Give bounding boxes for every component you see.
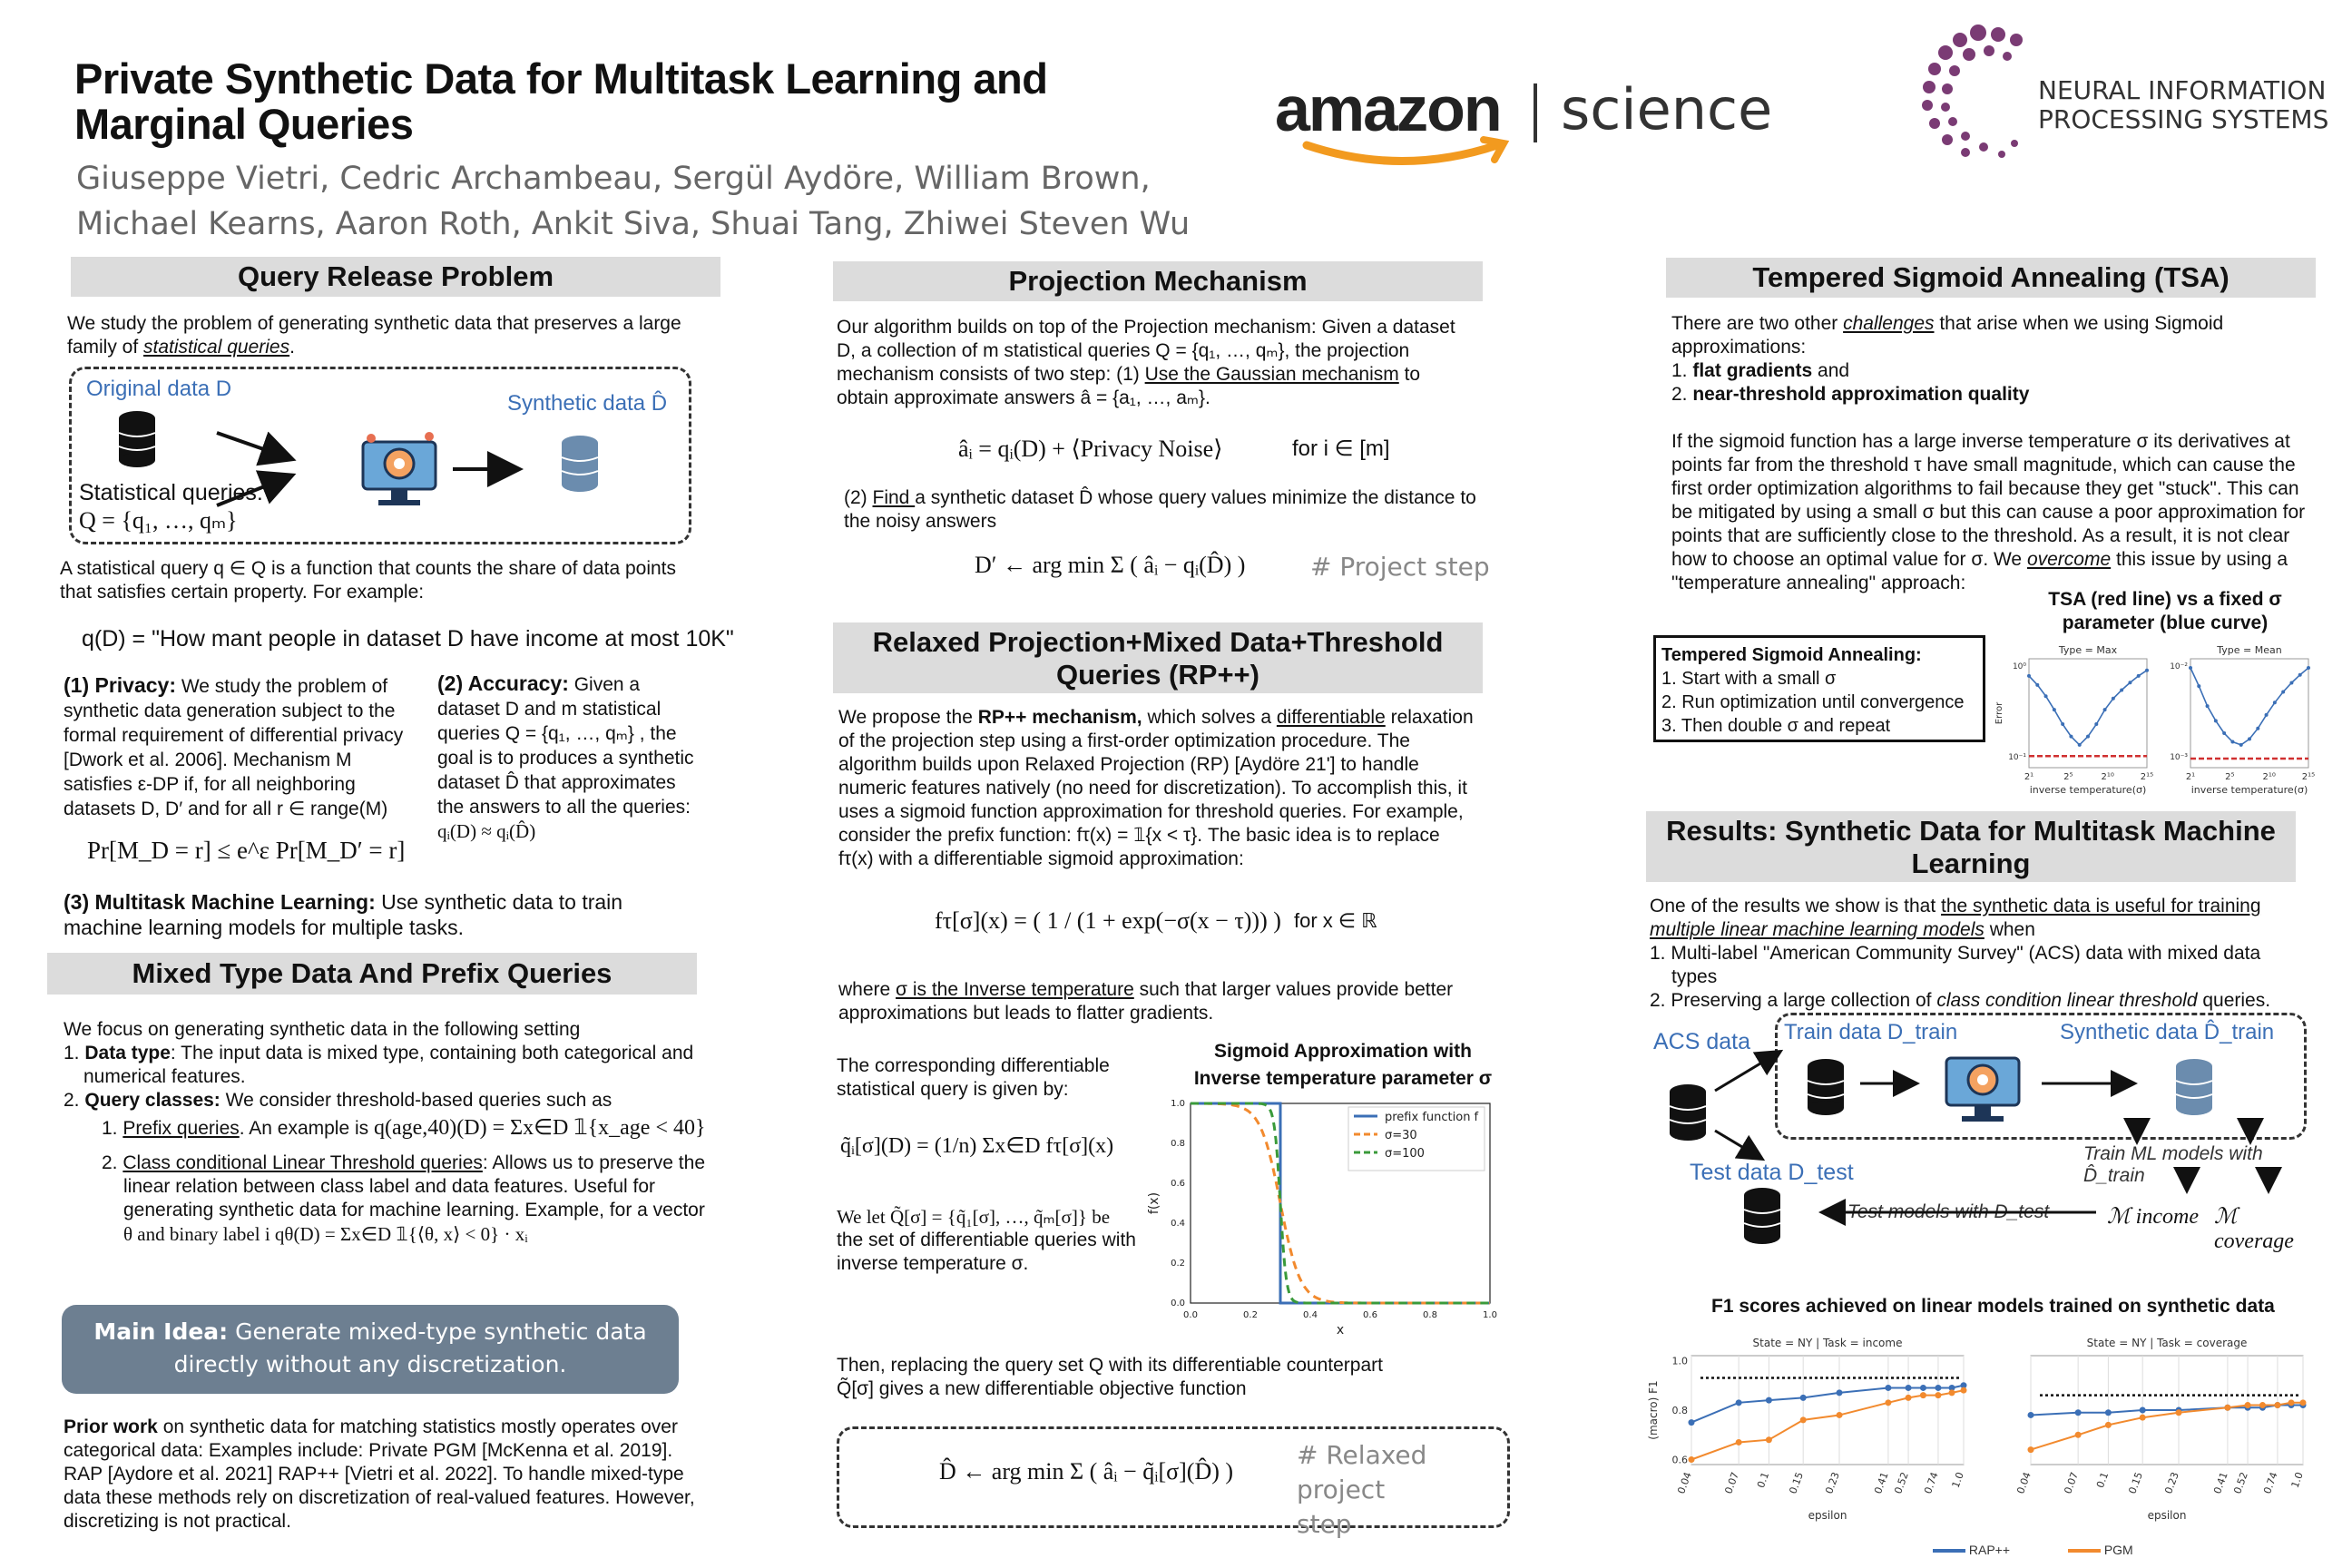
f1-title: F1 scores achieved on linear models trained on synthetic data bbox=[1711, 1296, 2275, 1317]
x-tick-label: 2¹ bbox=[2185, 772, 2196, 782]
accuracy-block: (2) Accuracy: Given a dataset D and m statistical queries Q = {q₁, …, qₘ} , the goal is to produces a synthetic dataset D̂ that approximates the answers to all the queries: qᵢ(D) ≈ qᵢ(D̂) bbox=[437, 671, 694, 842]
data-point-RAP++ bbox=[2028, 1412, 2034, 1418]
data-point-RAP++ bbox=[2140, 1407, 2146, 1414]
data-point-PGM bbox=[2259, 1402, 2266, 1408]
data-point bbox=[2248, 737, 2251, 740]
x-tick-label: 2¹⁵ bbox=[2301, 772, 2316, 782]
x-tick-label: 0.8 bbox=[1423, 1310, 1437, 1320]
data-point-PGM bbox=[1935, 1392, 1941, 1398]
x-tick-label: 2¹⁰ bbox=[2101, 772, 2114, 782]
data-point-PGM bbox=[1766, 1436, 1772, 1443]
x-tick-label: 0.23 bbox=[1823, 1470, 1842, 1496]
amazon-smile-icon bbox=[1302, 136, 1529, 172]
section-heading-rp: Relaxed Projection+Mixed Data+Threshold Queries (RP++) bbox=[833, 622, 1483, 693]
data-point-PGM bbox=[2288, 1399, 2295, 1406]
synthetic-data-label: Synthetic data D̂ bbox=[507, 391, 668, 416]
data-point-PGM bbox=[2274, 1402, 2280, 1408]
query-release-diagram bbox=[69, 367, 691, 544]
synthetic-database-icon bbox=[560, 435, 600, 493]
authors bbox=[76, 156, 1190, 247]
dp-inequality: Pr[M_D = r] ≤ e^ε Pr[M_D′ = r] bbox=[87, 837, 406, 864]
data-point bbox=[2128, 681, 2132, 684]
sigmoid-chart bbox=[1145, 1093, 1508, 1338]
x-tick-label: 0.52 bbox=[1892, 1470, 1911, 1496]
data-point-RAP++ bbox=[2075, 1409, 2082, 1416]
inverse-temp-note: where σ is the Inverse temperature such that larger values provide better approximations but leads to flatter gradients. bbox=[838, 979, 1454, 1024]
chart-title: State = NY | Task = coverage bbox=[2086, 1337, 2248, 1349]
y-tick-label: 0.2 bbox=[1171, 1259, 1185, 1269]
y-tick-label: 10⁻² bbox=[2170, 662, 2188, 671]
x-tick-label: 2¹ bbox=[2024, 772, 2034, 782]
synthetic-train-label: Synthetic data D̂_train bbox=[2060, 1020, 2275, 1044]
data-point bbox=[2197, 684, 2200, 688]
series-PGM bbox=[1691, 1390, 1964, 1459]
y-tick-label: 0.4 bbox=[1171, 1219, 1185, 1229]
x-tick-label: 1.0 bbox=[2288, 1470, 2306, 1490]
train-data-label: Train data D_train bbox=[1784, 1020, 1958, 1044]
data-point-RAP++ bbox=[2105, 1409, 2112, 1416]
y-tick-label: 0.8 bbox=[1671, 1405, 1688, 1416]
chart-title: State = NY | Task = income bbox=[1752, 1337, 1903, 1349]
y-tick-label: 0.6 bbox=[1171, 1179, 1185, 1189]
x-axis-label: inverse temperature(σ) bbox=[2029, 784, 2147, 796]
corresponding-query: The corresponding differentiable statistical query is given by: bbox=[837, 1055, 1110, 1100]
data-point bbox=[2265, 713, 2269, 717]
x-tick-label: 0.4 bbox=[1303, 1310, 1318, 1320]
replacing-text: Then, replacing the query set Q with its differentiable counterpart Q̃[σ] gives a new differentiable objective function bbox=[837, 1355, 1383, 1399]
tsa-max-chart bbox=[1993, 642, 2165, 806]
relaxed-projection-eq: D̂ ← arg min Σ ( âᵢ − q̃ᵢ[σ](D̂) ) bbox=[939, 1458, 1234, 1485]
x-tick-label: 0.1 bbox=[1755, 1470, 1772, 1490]
intro-line-1: We study the problem of generating synthetic data that preserves a large bbox=[67, 313, 681, 334]
tsa-body: There are two other challenges that arise when we using Sigmoid approximations: 1. flat gradients and 2. near-threshold approximation quality If the sigmoid function has a large inverse temperature σ its derivatives at points far from the threshold τ have small magnitude, which can cause the first order optimization algorithms to fail because they get "stuck". This can be mitigated by using a small σ but this can cause a poor approximation for points that are sufficiently close to the threshold. As a result, it is not clear how to choose an optimal value for σ. We overcome this issue by using a "temperature annealing" approach: bbox=[1671, 313, 2306, 593]
tsa-algorithm-box: Tempered Sigmoid Annealing: 1. Start with a small σ 2. Run optimization until convergence 3. Then double σ and repeat bbox=[1653, 635, 1985, 742]
data-point bbox=[2086, 735, 2090, 739]
data-point bbox=[2069, 735, 2073, 739]
neurips-line-1: NEURAL INFORMATION bbox=[2038, 75, 2327, 105]
data-point bbox=[2189, 666, 2192, 670]
query-release-intro bbox=[67, 312, 739, 359]
plot-frame bbox=[2190, 659, 2308, 768]
data-point-PGM bbox=[1736, 1439, 1742, 1446]
data-point bbox=[2061, 722, 2064, 726]
acs-data-label: ACS data bbox=[1653, 1029, 1751, 1054]
original-data-label: Original data D bbox=[86, 377, 232, 401]
legend-label: σ=30 bbox=[1385, 1129, 1417, 1142]
rp-body: We propose the RP++ mechanism, which solves a differentiable relaxation of the projection step using a first-order optimization procedure. The algorithm builds upon Relaxed Projection (RP) [Aydöre 21'] to handle numeric features natively (no need for discretization). To accomplish this, it uses a sigmoid function approximation for threshold queries. For example, consider the prefix function: fτ(x) = 𝟙{x < τ}. The basic idea is to replace fτ(x) with a differentiable sigmoid approximation: bbox=[838, 707, 1474, 869]
query-example: q(D) = "How mant people in dataset D have income at most 10K" bbox=[82, 626, 734, 652]
data-point bbox=[2281, 691, 2285, 694]
tsa-mean-chart bbox=[2160, 642, 2341, 806]
y-tick-label: 1.0 bbox=[1171, 1099, 1185, 1109]
data-point bbox=[2035, 683, 2039, 687]
sigmoid-eq-for: for x ∈ ℝ bbox=[1294, 909, 1377, 932]
section-heading-results: Results: Synthetic Data for Multitask Machine Learning bbox=[1646, 811, 2296, 882]
projection-eq2: D′ ← arg min Σ ( âᵢ − qᵢ(D̂) ) bbox=[975, 552, 1246, 578]
data-point bbox=[2044, 694, 2048, 698]
science-word: science bbox=[1561, 76, 1773, 142]
statistical-query-definition: A statistical query q ∈ Q is a function that counts the share of data points that satisfies certain property. For example: bbox=[60, 558, 677, 603]
data-point-PGM bbox=[1906, 1395, 1912, 1401]
legend-label: prefix function f bbox=[1385, 1111, 1479, 1124]
sigmoid-chart-title: Sigmoid Approximation with Inverse temperature parameter σ bbox=[1193, 1041, 1493, 1089]
data-point bbox=[2137, 674, 2141, 678]
x-axis-label: inverse temperature(σ) bbox=[2190, 784, 2308, 796]
projection-eq1-for: for i ∈ [m] bbox=[1292, 436, 1390, 461]
x-tick-label: 0.07 bbox=[1722, 1470, 1741, 1496]
data-point-PGM bbox=[2105, 1422, 2112, 1428]
sigmoid-eq: fτ[σ](x) = ( 1 / (1 + exp(−σ(x − τ))) ) bbox=[935, 907, 1281, 934]
data-point bbox=[2307, 666, 2310, 670]
data-point bbox=[2214, 719, 2218, 722]
y-axis-label: Error bbox=[1994, 701, 2004, 725]
data-point-RAP++ bbox=[1935, 1385, 1941, 1391]
y-tick-label: 10⁻¹ bbox=[2008, 753, 2026, 762]
x-tick-label: 0.6 bbox=[1363, 1310, 1377, 1320]
x-tick-label: 0.04 bbox=[1675, 1470, 1694, 1496]
y-tick-label: 1.0 bbox=[1671, 1355, 1688, 1367]
synthetic-train-database-icon bbox=[2174, 1058, 2214, 1116]
amazon-word: amazon bbox=[1275, 74, 1501, 144]
title-line-1: Private Synthetic Data for Multitask Learning and bbox=[74, 54, 1048, 103]
data-point-PGM bbox=[1800, 1416, 1807, 1423]
amazon-science-logo bbox=[1275, 73, 1783, 172]
results-body: One of the results we show is that the synthetic data is useful for training multiple linear machine learning models when 1. Multi-label "American Community Survey" (ACS) data with mixed data types 2. Preserving a large collection of class condition linear threshold queries. bbox=[1650, 896, 2271, 1011]
data-point bbox=[2094, 722, 2098, 726]
query-set-formula: Q = {q₁, …, qₘ} bbox=[79, 507, 238, 534]
neurips-logo bbox=[1915, 20, 2332, 165]
y-tick-label: 0.0 bbox=[1171, 1298, 1185, 1308]
data-point-PGM bbox=[1920, 1392, 1926, 1398]
data-point bbox=[2112, 697, 2115, 701]
intro-line-2: family of statistical queries. bbox=[67, 337, 295, 358]
x-tick-label: 0.15 bbox=[1787, 1470, 1807, 1496]
data-point bbox=[2222, 731, 2226, 735]
data-point-PGM bbox=[2300, 1399, 2307, 1406]
acs-database-icon bbox=[1668, 1083, 1708, 1142]
f1-income-chart bbox=[1644, 1334, 1984, 1539]
privacy-block: (1) Privacy: We study the problem of synthetic data generation subject to the formal requirement of differential privacy [Dwork et al. 2006]. Mechanism M satisfies ε-DP if, for all neighboring datasets D, D′ and for all r ∈ range(M) bbox=[64, 673, 404, 819]
relaxed-projection-comment: # Relaxed project step bbox=[1297, 1440, 1427, 1539]
f1-coverage-chart bbox=[1984, 1334, 2323, 1539]
neurips-dots-icon bbox=[1915, 20, 2042, 165]
x-axis-label: epsilon bbox=[1808, 1509, 1847, 1522]
legend-rap-swatch bbox=[1933, 1549, 1965, 1553]
data-point bbox=[2230, 740, 2234, 743]
data-point bbox=[2206, 704, 2210, 708]
chart-title: Type = Mean bbox=[2217, 644, 2282, 656]
section-heading-projection: Projection Mechanism bbox=[833, 261, 1483, 301]
data-point bbox=[2273, 701, 2277, 704]
x-tick-label: 0.07 bbox=[2062, 1470, 2081, 1496]
data-point-PGM bbox=[2176, 1409, 2182, 1416]
x-tick-label: 2¹⁵ bbox=[2140, 772, 2154, 782]
results-diagram bbox=[1642, 1007, 2314, 1270]
test-database-icon bbox=[1742, 1187, 1782, 1245]
legend-rap-label: RAP++ bbox=[1968, 1543, 2011, 1557]
poster-title bbox=[74, 56, 1047, 147]
x-tick-label: 0.41 bbox=[2211, 1470, 2230, 1496]
section-heading-tsa: Tempered Sigmoid Annealing (TSA) bbox=[1666, 258, 2316, 298]
x-tick-label: 1.0 bbox=[1483, 1310, 1497, 1320]
data-point bbox=[2120, 689, 2123, 692]
projection-eq2-comment: # Project step bbox=[1310, 552, 1490, 582]
coverage-model-label: ℳ coverage bbox=[2214, 1205, 2294, 1253]
y-axis-label: (macro) F1 bbox=[1647, 1380, 1660, 1440]
data-point bbox=[2053, 708, 2056, 711]
data-point-RAP++ bbox=[1766, 1397, 1772, 1404]
legend-pgm-label: PGM bbox=[2103, 1543, 2133, 1557]
data-point-PGM bbox=[1949, 1389, 1955, 1396]
data-point bbox=[2103, 708, 2107, 711]
plot-frame bbox=[2029, 659, 2147, 768]
x-tick-label: 0.2 bbox=[1243, 1310, 1258, 1320]
x-tick-label: 0.41 bbox=[1872, 1470, 1891, 1496]
data-point-PGM bbox=[1837, 1412, 1843, 1418]
data-point-RAP++ bbox=[1689, 1419, 1695, 1426]
x-tick-label: 2⁵ bbox=[2225, 772, 2235, 782]
x-tick-label: 0.15 bbox=[2126, 1470, 2146, 1496]
x-tick-label: 0.74 bbox=[1922, 1470, 1941, 1496]
results-computer-icon bbox=[1942, 1047, 2024, 1129]
x-tick-label: 2⁵ bbox=[2063, 772, 2073, 782]
income-model-label: ℳ income bbox=[2107, 1205, 2199, 1229]
data-point bbox=[2289, 681, 2293, 684]
projection-eq1: âᵢ = qᵢ(D) + ⟨Privacy Noise⟩ bbox=[958, 436, 1223, 462]
logo-divider bbox=[1534, 83, 1537, 142]
data-point-RAP++ bbox=[1920, 1385, 1926, 1391]
data-point-RAP++ bbox=[1837, 1389, 1843, 1396]
prior-work: Prior work on synthetic data for matching statistics mostly operates over categorical data: Examples include: Private PGM [McKenna et al. 2019]. RAP [Aydore et al. 2021] RAP++ [Vietri et al. 2022]. To handle mixed-type data these methods rely on discretization of real-valued features. However, discretizing is not practical. bbox=[64, 1416, 695, 1532]
legend-label: σ=100 bbox=[1385, 1147, 1425, 1161]
x-axis-label: x bbox=[1336, 1323, 1345, 1338]
train-ml-label: Train ML models with D̂_train bbox=[2083, 1143, 2263, 1186]
data-point-PGM bbox=[1689, 1456, 1695, 1463]
x-axis-label: epsilon bbox=[2147, 1509, 2187, 1522]
x-tick-label: 0.04 bbox=[2014, 1470, 2034, 1496]
title-line-2: Marginal Queries bbox=[74, 100, 414, 148]
y-tick-label: 0.6 bbox=[1671, 1454, 1688, 1466]
data-point-RAP++ bbox=[1800, 1395, 1807, 1401]
projection-step2: (2) Find a synthetic dataset D̂ whose query values minimize the distance to the noisy answers bbox=[844, 487, 1476, 532]
statistical-queries-label: Statistical queries: bbox=[79, 480, 263, 505]
relaxed-projection-eq-box bbox=[837, 1426, 1510, 1539]
algorithm-computer-icon bbox=[358, 431, 440, 513]
f1-legend bbox=[1933, 1543, 2205, 1561]
x-tick-label: 0.23 bbox=[2162, 1470, 2181, 1496]
data-point-PGM bbox=[2075, 1432, 2082, 1438]
data-point-PGM bbox=[1885, 1399, 1891, 1406]
authors-line-2: Michael Kearns, Aaron Roth, Ankit Siva, Shuai Tang, Zhiwei Steven Wu bbox=[76, 206, 1191, 242]
data-point-PGM bbox=[2140, 1415, 2146, 1421]
test-data-label: Test data D_test bbox=[1690, 1160, 1854, 1185]
x-tick-label: 0.74 bbox=[2261, 1470, 2280, 1496]
data-point bbox=[2239, 743, 2243, 747]
y-tick-label: 0.8 bbox=[1171, 1139, 1185, 1149]
x-tick-label: 0.52 bbox=[2231, 1470, 2250, 1496]
chart-title: Type = Max bbox=[2058, 644, 2118, 656]
y-tick-label: 10⁰ bbox=[2012, 662, 2026, 671]
projection-body: Our algorithm builds on top of the Projection mechanism: Given a dataset D, a collection of m statistical queries Q = {q₁, …, qₘ}, the projection mechanism consists of two step: (1) Use the Gaussian mechanism to obtain approximate answers â = {a₁, …, aₘ}. bbox=[837, 317, 1455, 408]
q-tilde-eq: q̃ᵢ[σ](D) = (1/n) Σx∈D fτ[σ](x) bbox=[840, 1134, 1114, 1158]
data-point-RAP++ bbox=[1736, 1399, 1742, 1406]
train-database-icon bbox=[1806, 1058, 1846, 1116]
data-point-RAP++ bbox=[1885, 1385, 1891, 1391]
authors-line-1: Giuseppe Vietri, Cedric Archambeau, Sergül Aydöre, William Brown, bbox=[76, 161, 1151, 197]
main-idea-box: Main Idea: Generate mixed-type synthetic data directly without any discretization. bbox=[62, 1305, 679, 1394]
data-point-PGM bbox=[2245, 1402, 2251, 1408]
test-models-label: Test models with D_test bbox=[1847, 1201, 2050, 1222]
data-point bbox=[2027, 674, 2031, 678]
tsa-fig-title: TSA (red line) vs a fixed σ parameter (blue curve) bbox=[2048, 589, 2282, 633]
data-point-RAP++ bbox=[1906, 1385, 1912, 1391]
legend-pgm-swatch bbox=[2068, 1549, 2101, 1553]
data-point bbox=[2298, 673, 2302, 677]
x-tick-label: 2¹⁰ bbox=[2262, 772, 2276, 782]
y-tick-label: 10⁻³ bbox=[2170, 753, 2188, 762]
x-tick-label: 1.0 bbox=[1949, 1470, 1966, 1490]
data-point-PGM bbox=[2028, 1446, 2034, 1453]
data-point bbox=[2145, 669, 2149, 672]
data-point-PGM bbox=[2224, 1405, 2230, 1411]
mixed-body: We focus on generating synthetic data in the following setting 1. Data type: The input data is mixed type, containing both categorical and numerical features. 2. Query classes: We consider threshold-based queries such as 1. Prefix queries. An example is q(age,40)(D) = Σx∈D 𝟙{x_age < 40} 2. Class conditional Linear Threshold queries: Allows us to preserve the linear relation between class label and data features. Useful for generating synthetic data for machine learning. Example, for a vector θ and binary label i qθ(D) = Σx∈D 𝟙{⟨θ, x⟩ < 0} · xᵢ bbox=[64, 1019, 706, 1245]
we-let: We let Q̃[σ] = {q̃₁[σ], …, q̃ₘ[σ]} be the set of differentiable queries with inverse temperature σ. bbox=[837, 1206, 1136, 1274]
plot-frame bbox=[1691, 1356, 1964, 1465]
data-point-PGM bbox=[1961, 1387, 1967, 1394]
mtl-block: (3) Multitask Machine Learning: Use synthetic data to train machine learning models for multiple tasks. bbox=[64, 890, 623, 939]
section-heading-query-release: Query Release Problem bbox=[71, 257, 720, 297]
data-point bbox=[2078, 743, 2082, 747]
section-heading-mixed: Mixed Type Data And Prefix Queries bbox=[47, 953, 697, 995]
neurips-line-2: PROCESSING SYSTEMS bbox=[2038, 104, 2329, 134]
x-tick-label: 0.1 bbox=[2094, 1470, 2112, 1490]
data-point bbox=[2256, 727, 2259, 730]
neurips-text bbox=[2038, 76, 2328, 134]
y-axis-label: f(x) bbox=[1147, 1191, 1161, 1215]
x-tick-label: 0.0 bbox=[1183, 1310, 1198, 1320]
